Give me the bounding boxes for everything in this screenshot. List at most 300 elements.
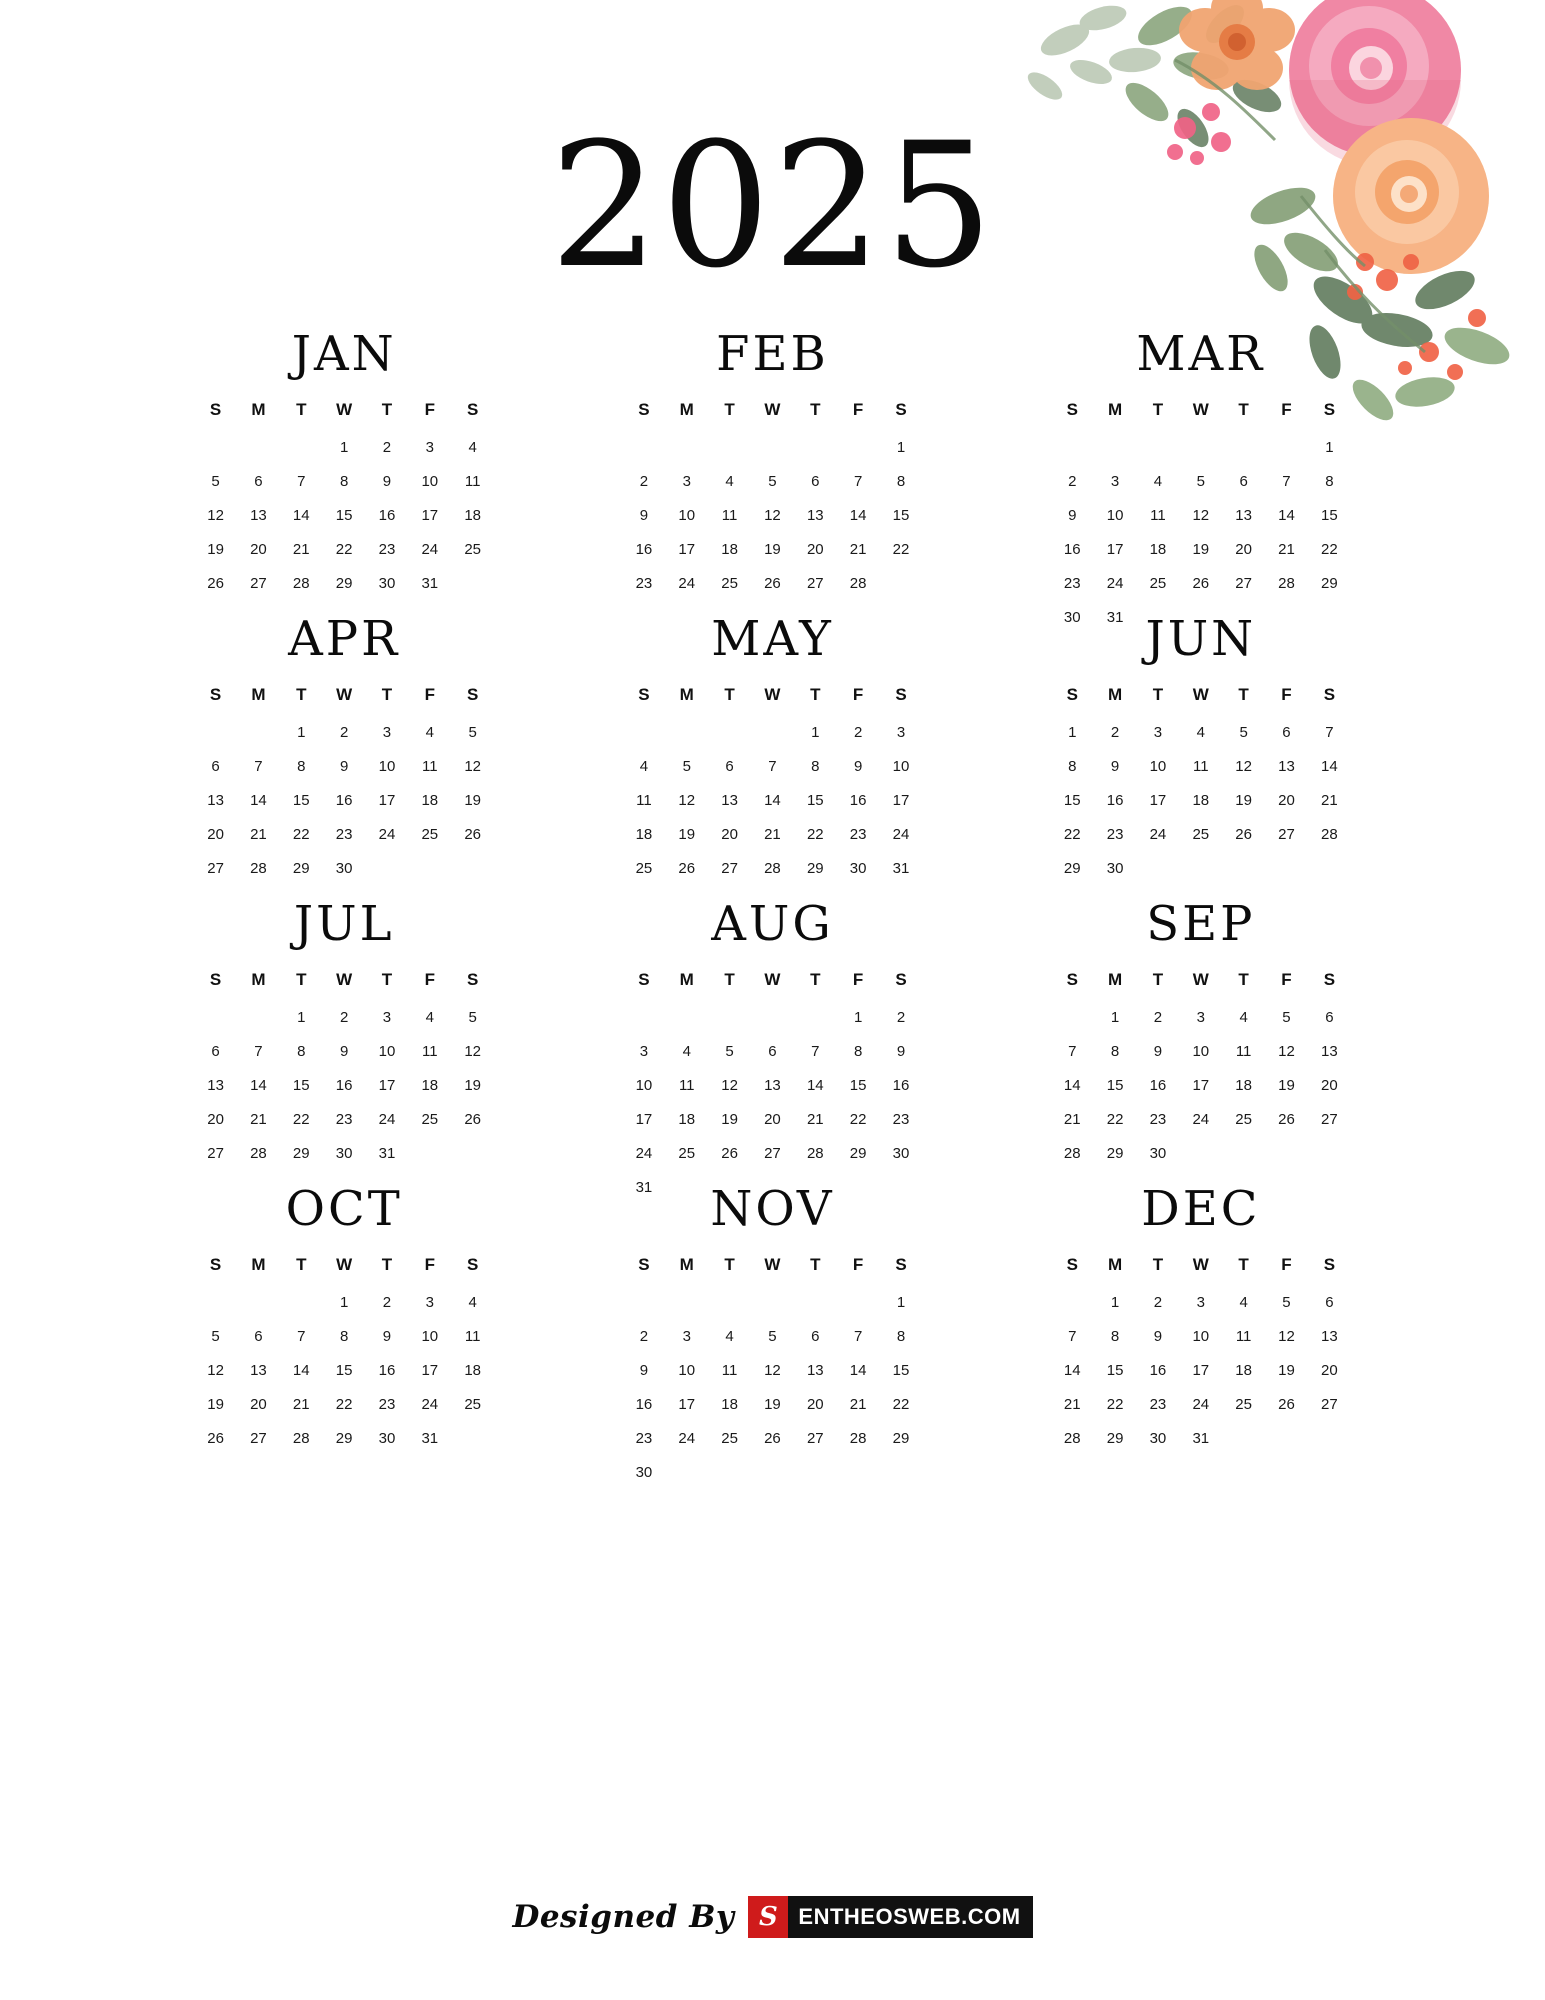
day-cell[interactable]: 18: [421, 791, 439, 809]
day-cell[interactable]: 17: [678, 1395, 696, 1413]
day-cell[interactable]: 8: [896, 1327, 906, 1345]
day-cell[interactable]: 15: [892, 506, 910, 524]
day-cell[interactable]: 16: [335, 1076, 353, 1094]
day-cell[interactable]: 14: [849, 506, 867, 524]
day-cell[interactable]: 2: [1068, 472, 1077, 490]
day-cell[interactable]: 1: [896, 438, 906, 456]
day-cell[interactable]: 27: [1321, 1395, 1338, 1413]
day-cell[interactable]: 11: [422, 757, 438, 775]
day-cell[interactable]: 23: [335, 825, 353, 843]
day-cell[interactable]: 17: [421, 506, 439, 524]
day-cell[interactable]: 14: [292, 1361, 310, 1379]
day-cell[interactable]: 5: [1239, 723, 1248, 741]
day-cell[interactable]: 21: [1063, 1395, 1081, 1413]
day-cell[interactable]: 24: [678, 574, 696, 592]
day-cell[interactable]: 15: [1063, 791, 1081, 809]
day-cell[interactable]: 6: [211, 1042, 220, 1060]
day-cell[interactable]: 24: [678, 1429, 696, 1447]
day-cell[interactable]: 2: [639, 472, 649, 490]
day-cell[interactable]: 5: [211, 472, 220, 490]
day-cell[interactable]: 17: [892, 791, 910, 809]
day-cell[interactable]: 28: [250, 859, 267, 877]
day-cell[interactable]: 27: [250, 574, 267, 592]
day-cell[interactable]: 21: [849, 540, 867, 558]
day-cell[interactable]: 8: [297, 1042, 306, 1060]
day-cell[interactable]: 4: [1196, 723, 1205, 741]
day-cell[interactable]: 28: [806, 1144, 824, 1162]
day-cell[interactable]: 3: [425, 1293, 434, 1311]
day-cell[interactable]: 11: [1192, 757, 1209, 775]
day-cell[interactable]: 15: [292, 1076, 310, 1094]
day-cell[interactable]: 15: [1106, 1076, 1124, 1094]
day-cell[interactable]: 10: [1192, 1327, 1210, 1345]
day-cell[interactable]: 15: [806, 791, 824, 809]
day-cell[interactable]: 13: [207, 1076, 224, 1094]
day-cell[interactable]: 19: [1278, 1076, 1295, 1094]
day-cell[interactable]: 13: [1278, 757, 1295, 775]
day-cell[interactable]: 24: [1192, 1110, 1210, 1128]
day-cell[interactable]: 2: [639, 1327, 649, 1345]
day-cell[interactable]: 18: [721, 1395, 738, 1413]
day-cell[interactable]: 17: [1192, 1076, 1210, 1094]
day-cell[interactable]: 7: [853, 1327, 863, 1345]
day-cell[interactable]: 16: [378, 1361, 396, 1379]
day-cell[interactable]: 4: [425, 1008, 434, 1026]
day-cell[interactable]: 12: [764, 506, 781, 524]
day-cell[interactable]: 11: [721, 506, 738, 524]
day-cell[interactable]: 7: [1068, 1327, 1077, 1345]
day-cell[interactable]: 1: [896, 1293, 906, 1311]
day-cell[interactable]: 26: [207, 1429, 224, 1447]
day-cell[interactable]: 23: [635, 574, 653, 592]
day-cell[interactable]: 2: [382, 1293, 392, 1311]
day-cell[interactable]: 12: [207, 506, 224, 524]
day-cell[interactable]: 22: [1321, 540, 1338, 558]
day-cell[interactable]: 6: [1239, 472, 1248, 490]
day-cell[interactable]: 12: [678, 791, 696, 809]
day-cell[interactable]: 17: [678, 540, 696, 558]
day-cell[interactable]: 20: [1321, 1076, 1338, 1094]
day-cell[interactable]: 6: [254, 472, 263, 490]
day-cell[interactable]: 4: [1153, 472, 1163, 490]
day-cell[interactable]: 2: [1153, 1293, 1163, 1311]
day-cell[interactable]: 8: [811, 757, 820, 775]
day-cell[interactable]: 17: [378, 1076, 396, 1094]
day-cell[interactable]: 7: [1068, 1042, 1077, 1060]
day-cell[interactable]: 24: [1106, 574, 1124, 592]
day-cell[interactable]: 23: [378, 1395, 396, 1413]
day-cell[interactable]: 22: [849, 1110, 867, 1128]
day-cell[interactable]: 5: [1196, 472, 1205, 490]
day-cell[interactable]: 11: [464, 472, 481, 490]
day-cell[interactable]: 6: [725, 757, 734, 775]
day-cell[interactable]: 12: [1278, 1042, 1295, 1060]
day-cell[interactable]: 9: [339, 1042, 349, 1060]
day-cell[interactable]: 9: [639, 506, 649, 524]
day-cell[interactable]: 23: [1063, 574, 1081, 592]
day-cell[interactable]: 23: [635, 1429, 653, 1447]
day-cell[interactable]: 20: [250, 1395, 267, 1413]
day-cell[interactable]: 2: [1153, 1008, 1163, 1026]
day-cell[interactable]: 22: [1063, 825, 1081, 843]
day-cell[interactable]: 7: [1282, 472, 1291, 490]
day-cell[interactable]: 9: [896, 1042, 906, 1060]
day-cell[interactable]: 5: [725, 1042, 734, 1060]
day-cell[interactable]: 7: [811, 1042, 820, 1060]
day-cell[interactable]: 18: [635, 825, 653, 843]
day-cell[interactable]: 30: [1106, 859, 1124, 877]
day-cell[interactable]: 7: [1325, 723, 1334, 741]
day-cell[interactable]: 9: [639, 1361, 649, 1379]
day-cell[interactable]: 17: [1149, 791, 1167, 809]
day-cell[interactable]: 25: [1235, 1110, 1252, 1128]
day-cell[interactable]: 15: [1321, 506, 1338, 524]
day-cell[interactable]: 30: [1149, 1144, 1167, 1162]
day-cell[interactable]: 22: [806, 825, 824, 843]
day-cell[interactable]: 10: [421, 1327, 439, 1345]
day-cell[interactable]: 19: [678, 825, 696, 843]
day-cell[interactable]: 6: [1325, 1293, 1334, 1311]
day-cell[interactable]: 5: [768, 472, 777, 490]
day-cell[interactable]: 20: [1278, 791, 1295, 809]
day-cell[interactable]: 25: [1192, 825, 1210, 843]
day-cell[interactable]: 29: [335, 574, 353, 592]
day-cell[interactable]: 1: [1110, 1293, 1120, 1311]
day-cell[interactable]: 31: [892, 859, 910, 877]
day-cell[interactable]: 8: [297, 757, 306, 775]
day-cell[interactable]: 9: [382, 1327, 392, 1345]
day-cell[interactable]: 8: [339, 1327, 349, 1345]
day-cell[interactable]: 1: [297, 723, 306, 741]
day-cell[interactable]: 13: [1321, 1327, 1338, 1345]
day-cell[interactable]: 21: [1321, 791, 1338, 809]
day-cell[interactable]: 21: [806, 1110, 824, 1128]
day-cell[interactable]: 23: [335, 1110, 353, 1128]
day-cell[interactable]: 26: [764, 574, 781, 592]
day-cell[interactable]: 23: [1106, 825, 1124, 843]
day-cell[interactable]: 20: [1321, 1361, 1338, 1379]
day-cell[interactable]: 28: [849, 1429, 867, 1447]
day-cell[interactable]: 26: [464, 1110, 482, 1128]
day-cell[interactable]: 8: [1110, 1327, 1120, 1345]
day-cell[interactable]: 12: [721, 1076, 738, 1094]
day-cell[interactable]: 19: [764, 540, 781, 558]
day-cell[interactable]: 3: [1110, 472, 1120, 490]
day-cell[interactable]: 1: [1325, 438, 1334, 456]
day-cell[interactable]: 30: [1063, 608, 1081, 626]
day-cell[interactable]: 19: [764, 1395, 781, 1413]
day-cell[interactable]: 12: [1278, 1327, 1295, 1345]
day-cell[interactable]: 28: [1278, 574, 1295, 592]
day-cell[interactable]: 18: [1235, 1361, 1252, 1379]
day-cell[interactable]: 30: [378, 1429, 396, 1447]
day-cell[interactable]: 5: [468, 1008, 477, 1026]
day-cell[interactable]: 19: [1235, 791, 1252, 809]
day-cell[interactable]: 14: [764, 791, 781, 809]
day-cell[interactable]: 12: [464, 1042, 482, 1060]
day-cell[interactable]: 22: [1106, 1110, 1124, 1128]
day-cell[interactable]: 4: [468, 438, 477, 456]
day-cell[interactable]: 5: [768, 1327, 777, 1345]
day-cell[interactable]: 20: [764, 1110, 781, 1128]
day-cell[interactable]: 25: [1235, 1395, 1252, 1413]
day-cell[interactable]: 18: [1149, 540, 1167, 558]
brand-badge[interactable]: [748, 1896, 1032, 1938]
day-cell[interactable]: 26: [464, 825, 482, 843]
day-cell[interactable]: 29: [1321, 574, 1338, 592]
day-cell[interactable]: 18: [421, 1076, 439, 1094]
day-cell[interactable]: 8: [1068, 757, 1077, 775]
day-cell[interactable]: 16: [635, 540, 653, 558]
day-cell[interactable]: 10: [678, 506, 696, 524]
day-cell[interactable]: 25: [721, 1429, 738, 1447]
day-cell[interactable]: 11: [636, 791, 652, 809]
day-cell[interactable]: 7: [254, 757, 263, 775]
day-cell[interactable]: 24: [892, 825, 910, 843]
day-cell[interactable]: 6: [1325, 1008, 1334, 1026]
day-cell[interactable]: 21: [250, 1110, 267, 1128]
day-cell[interactable]: 11: [422, 1042, 438, 1060]
day-cell[interactable]: 7: [254, 1042, 263, 1060]
day-cell[interactable]: 20: [721, 825, 738, 843]
day-cell[interactable]: 9: [339, 757, 349, 775]
day-cell[interactable]: 20: [1235, 540, 1252, 558]
day-cell[interactable]: 15: [292, 791, 310, 809]
day-cell[interactable]: 13: [250, 506, 267, 524]
day-cell[interactable]: 22: [292, 825, 310, 843]
day-cell[interactable]: 23: [1149, 1110, 1167, 1128]
day-cell[interactable]: 29: [292, 1144, 310, 1162]
day-cell[interactable]: 23: [849, 825, 867, 843]
day-cell[interactable]: 31: [421, 1429, 439, 1447]
day-cell[interactable]: 16: [849, 791, 867, 809]
day-cell[interactable]: 16: [335, 791, 353, 809]
day-cell[interactable]: 29: [849, 1144, 867, 1162]
day-cell[interactable]: 26: [207, 574, 224, 592]
day-cell[interactable]: 27: [250, 1429, 267, 1447]
day-cell[interactable]: 11: [721, 1361, 738, 1379]
day-cell[interactable]: 8: [1325, 472, 1334, 490]
day-cell[interactable]: 25: [421, 825, 439, 843]
day-cell[interactable]: 22: [335, 540, 353, 558]
day-cell[interactable]: 27: [764, 1144, 781, 1162]
day-cell[interactable]: 3: [1153, 723, 1163, 741]
day-cell[interactable]: 29: [892, 1429, 910, 1447]
day-cell[interactable]: 18: [1235, 1076, 1252, 1094]
day-cell[interactable]: 15: [335, 1361, 353, 1379]
day-cell[interactable]: 1: [811, 723, 820, 741]
day-cell[interactable]: 21: [292, 540, 310, 558]
day-cell[interactable]: 29: [1106, 1429, 1124, 1447]
day-cell[interactable]: 6: [811, 472, 820, 490]
day-cell[interactable]: 15: [1106, 1361, 1124, 1379]
day-cell[interactable]: 7: [297, 1327, 306, 1345]
day-cell[interactable]: 24: [1149, 825, 1167, 843]
day-cell[interactable]: 22: [892, 540, 910, 558]
day-cell[interactable]: 8: [853, 1042, 863, 1060]
day-cell[interactable]: 27: [207, 859, 224, 877]
day-cell[interactable]: 20: [207, 1110, 224, 1128]
day-cell[interactable]: 11: [1235, 1327, 1252, 1345]
day-cell[interactable]: 17: [635, 1110, 653, 1128]
day-cell[interactable]: 19: [207, 540, 224, 558]
day-cell[interactable]: 1: [1110, 1008, 1120, 1026]
day-cell[interactable]: 22: [292, 1110, 310, 1128]
day-cell[interactable]: 12: [464, 757, 482, 775]
day-cell[interactable]: 28: [1321, 825, 1338, 843]
day-cell[interactable]: 31: [1192, 1429, 1210, 1447]
day-cell[interactable]: 3: [682, 472, 691, 490]
day-cell[interactable]: 4: [725, 1327, 734, 1345]
day-cell[interactable]: 3: [639, 1042, 649, 1060]
day-cell[interactable]: 30: [849, 859, 867, 877]
day-cell[interactable]: 8: [896, 472, 906, 490]
day-cell[interactable]: 17: [1192, 1361, 1210, 1379]
day-cell[interactable]: 9: [1153, 1042, 1163, 1060]
day-cell[interactable]: 27: [721, 859, 738, 877]
day-cell[interactable]: 9: [1110, 757, 1120, 775]
day-cell[interactable]: 1: [853, 1008, 863, 1026]
day-cell[interactable]: 11: [1235, 1042, 1252, 1060]
day-cell[interactable]: 25: [421, 1110, 439, 1128]
day-cell[interactable]: 6: [254, 1327, 263, 1345]
day-cell[interactable]: 14: [806, 1076, 824, 1094]
day-cell[interactable]: 30: [335, 859, 353, 877]
day-cell[interactable]: 2: [339, 723, 349, 741]
day-cell[interactable]: 14: [1278, 506, 1295, 524]
day-cell[interactable]: 20: [250, 540, 267, 558]
day-cell[interactable]: 9: [1153, 1327, 1163, 1345]
day-cell[interactable]: 7: [297, 472, 306, 490]
day-cell[interactable]: 29: [1106, 1144, 1124, 1162]
day-cell[interactable]: 11: [1150, 506, 1166, 524]
day-cell[interactable]: 25: [464, 540, 482, 558]
day-cell[interactable]: 24: [421, 540, 439, 558]
day-cell[interactable]: 21: [250, 825, 267, 843]
day-cell[interactable]: 22: [335, 1395, 353, 1413]
day-cell[interactable]: 9: [382, 472, 392, 490]
day-cell[interactable]: 12: [1192, 506, 1210, 524]
day-cell[interactable]: 16: [892, 1076, 910, 1094]
day-cell[interactable]: 6: [1282, 723, 1291, 741]
day-cell[interactable]: 19: [721, 1110, 738, 1128]
day-cell[interactable]: 23: [378, 540, 396, 558]
day-cell[interactable]: 15: [335, 506, 353, 524]
day-cell[interactable]: 12: [764, 1361, 781, 1379]
day-cell[interactable]: 23: [1149, 1395, 1167, 1413]
day-cell[interactable]: 26: [1278, 1110, 1295, 1128]
day-cell[interactable]: 5: [1282, 1008, 1291, 1026]
day-cell[interactable]: 26: [721, 1144, 738, 1162]
day-cell[interactable]: 17: [1106, 540, 1124, 558]
day-cell[interactable]: 31: [635, 1178, 653, 1196]
day-cell[interactable]: 27: [806, 574, 824, 592]
day-cell[interactable]: 24: [1192, 1395, 1210, 1413]
day-cell[interactable]: 24: [421, 1395, 439, 1413]
day-cell[interactable]: 21: [1063, 1110, 1081, 1128]
day-cell[interactable]: 27: [1321, 1110, 1338, 1128]
day-cell[interactable]: 3: [896, 723, 906, 741]
day-cell[interactable]: 30: [892, 1144, 910, 1162]
day-cell[interactable]: 5: [682, 757, 691, 775]
day-cell[interactable]: 13: [721, 791, 738, 809]
day-cell[interactable]: 25: [678, 1144, 696, 1162]
day-cell[interactable]: 10: [635, 1076, 653, 1094]
day-cell[interactable]: 18: [464, 506, 482, 524]
day-cell[interactable]: 27: [1235, 574, 1252, 592]
day-cell[interactable]: 3: [1196, 1008, 1205, 1026]
day-cell[interactable]: 26: [1278, 1395, 1295, 1413]
day-cell[interactable]: 7: [768, 757, 777, 775]
day-cell[interactable]: 16: [1063, 540, 1081, 558]
day-cell[interactable]: 14: [1063, 1361, 1081, 1379]
day-cell[interactable]: 18: [678, 1110, 696, 1128]
day-cell[interactable]: 5: [211, 1327, 220, 1345]
day-cell[interactable]: 19: [207, 1395, 224, 1413]
day-cell[interactable]: 29: [1063, 859, 1081, 877]
day-cell[interactable]: 10: [678, 1361, 696, 1379]
day-cell[interactable]: 26: [1192, 574, 1210, 592]
day-cell[interactable]: 4: [1239, 1008, 1248, 1026]
day-cell[interactable]: 24: [635, 1144, 653, 1162]
day-cell[interactable]: 21: [292, 1395, 310, 1413]
day-cell[interactable]: 14: [1063, 1076, 1081, 1094]
day-cell[interactable]: 10: [378, 1042, 396, 1060]
day-cell[interactable]: 13: [806, 1361, 824, 1379]
day-cell[interactable]: 30: [1149, 1429, 1167, 1447]
day-cell[interactable]: 2: [896, 1008, 906, 1026]
day-cell[interactable]: 26: [1235, 825, 1252, 843]
day-cell[interactable]: 27: [207, 1144, 224, 1162]
day-cell[interactable]: 16: [635, 1395, 653, 1413]
day-cell[interactable]: 20: [806, 1395, 824, 1413]
day-cell[interactable]: 21: [1278, 540, 1295, 558]
day-cell[interactable]: 8: [339, 472, 349, 490]
day-cell[interactable]: 17: [378, 791, 396, 809]
day-cell[interactable]: 3: [1196, 1293, 1205, 1311]
day-cell[interactable]: 22: [1106, 1395, 1124, 1413]
day-cell[interactable]: 13: [1321, 1042, 1338, 1060]
day-cell[interactable]: 28: [849, 574, 867, 592]
day-cell[interactable]: 1: [297, 1008, 306, 1026]
day-cell[interactable]: 10: [378, 757, 396, 775]
day-cell[interactable]: 25: [635, 859, 653, 877]
day-cell[interactable]: 4: [682, 1042, 691, 1060]
day-cell[interactable]: 13: [207, 791, 224, 809]
day-cell[interactable]: 5: [1282, 1293, 1291, 1311]
day-cell[interactable]: 6: [211, 757, 220, 775]
day-cell[interactable]: 4: [468, 1293, 477, 1311]
day-cell[interactable]: 3: [382, 723, 392, 741]
day-cell[interactable]: 12: [207, 1361, 224, 1379]
day-cell[interactable]: 3: [382, 1008, 392, 1026]
day-cell[interactable]: 24: [378, 825, 396, 843]
day-cell[interactable]: 8: [1110, 1042, 1120, 1060]
day-cell[interactable]: 18: [1192, 791, 1210, 809]
day-cell[interactable]: 19: [464, 1076, 482, 1094]
day-cell[interactable]: 29: [292, 859, 310, 877]
day-cell[interactable]: 2: [382, 438, 392, 456]
day-cell[interactable]: 14: [250, 1076, 267, 1094]
day-cell[interactable]: 28: [292, 1429, 310, 1447]
day-cell[interactable]: 10: [1106, 506, 1124, 524]
day-cell[interactable]: 30: [635, 1463, 653, 1481]
day-cell[interactable]: 16: [1149, 1361, 1167, 1379]
day-cell[interactable]: 29: [806, 859, 824, 877]
day-cell[interactable]: 22: [892, 1395, 910, 1413]
day-cell[interactable]: 10: [1192, 1042, 1210, 1060]
day-cell[interactable]: 19: [1278, 1361, 1295, 1379]
